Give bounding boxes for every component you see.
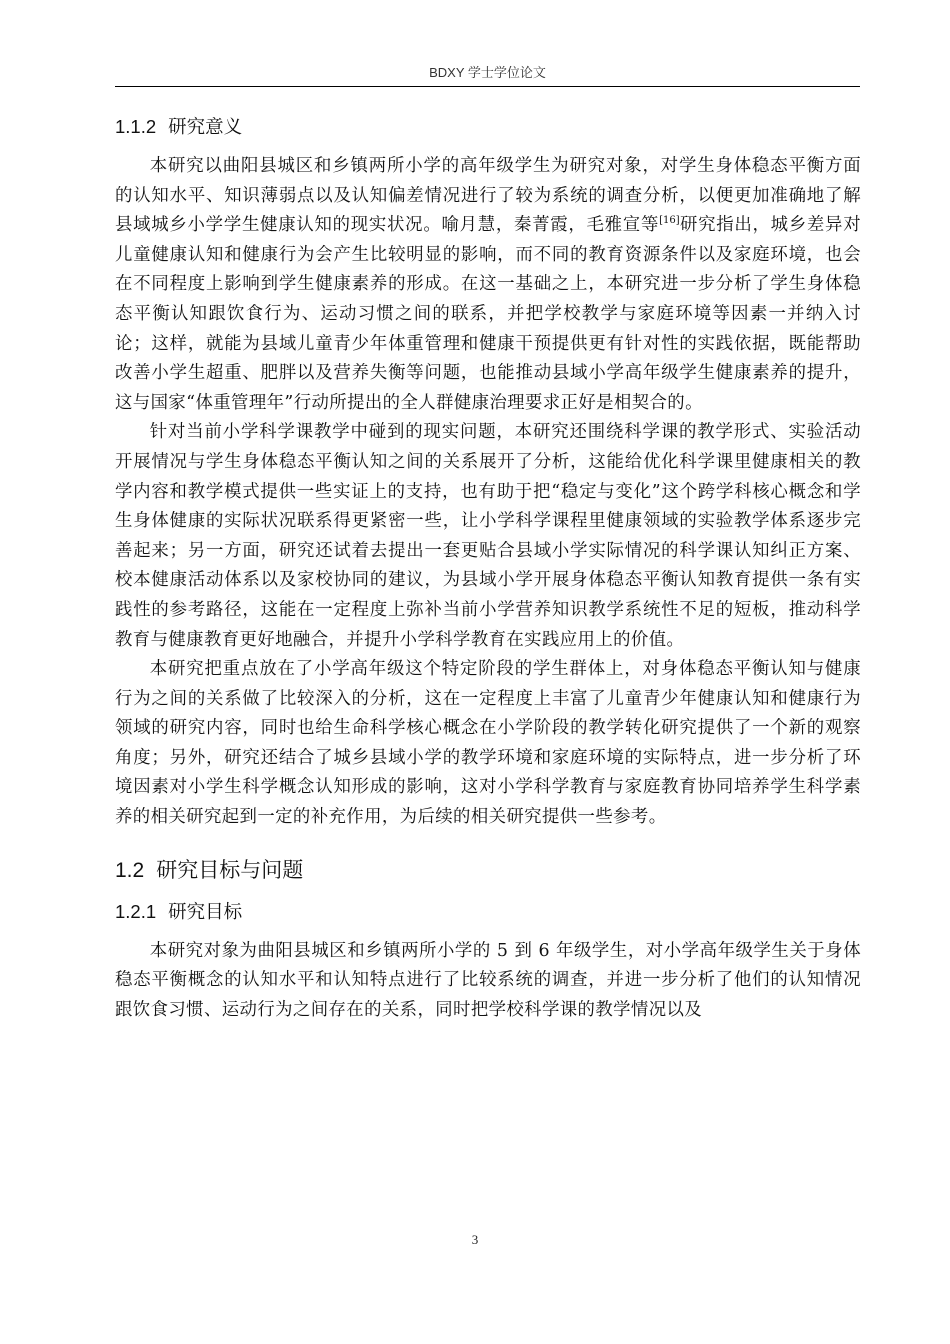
section-number: 1.2.1: [115, 900, 157, 922]
section-number: 1.1.2: [115, 116, 157, 137]
header-title: BDXY 学士学位论文: [429, 65, 546, 80]
section-heading-1-2: [115, 855, 861, 887]
header-rule: [115, 86, 860, 87]
page-header: [115, 62, 860, 81]
page-body: [115, 112, 861, 1025]
section-heading-1-1-2: [115, 112, 861, 142]
section-title: 研究目标: [168, 900, 243, 922]
page-number: 3: [471, 1232, 479, 1247]
section-title: 研究目标与问题: [156, 858, 304, 882]
section-title: 研究意义: [168, 116, 243, 137]
paragraph-significance-3: 本研究把重点放在了小学高年级这个特定阶段的学生群体上，对身体稳态平衡认知与健康行为之间的关系做了比较深入的分析，这在一定程度上丰富了儿童青少年健康认知和健康行为领域的研究内容，同时也给生命科学核心概念在小学阶段的教学转化研究提供了一个新的观察角度；另外，研究还结合了城乡县域小学的教学环境和家庭环境的实际特点，进一步分析了环境因素对小学生科学概念认知形成的影响，这对小学科学教育与家庭教育协同培养学生科学素养的相关研究起到一定的补充作用，为后续的相关研究提供一些参考。: [115, 659, 861, 828]
paragraph-significance-2: 针对当前小学科学课教学中碰到的现实问题，本研究还围绕科学课的教学形式、实验活动开展情况与学生身体稳态平衡认知之间的关系展开了分析，这能给优化科学课里健康相关的教学内容和教学模式提供一些实证上的支持，也有助于把“稳定与变化”这个跨学科核心概念和学生身体健康的实际状况联系得更紧密一些，让小学科学课程里健康领域的实验教学体系逐步完善起来；另一方面，研究还试着去提出一套更贴合县域小学实际情况的科学课认知纠正方案、校本健康活动体系以及家校协同的建议，为县域小学开展身体稳态平衡认知教育提供一条有实践性的参考路径，这能在一定程度上弥补当前小学营养知识教学系统性不足的短板，推动科学教育与健康教育更好地融合，并提升小学科学教育在实践应用上的价值。: [115, 422, 861, 650]
paragraph-significance-1: [115, 152, 861, 418]
citation-ref: [16]: [659, 215, 680, 227]
paragraph-objectives-1: 本研究对象为曲阳县城区和乡镇两所小学的 5 到 6 年级学生，对小学高年级学生关于身体稳态平衡概念的认知水平和认知特点进行了比较系统的调查，并进一步分析了他们的认知情况跟饮食习惯、运动行为之间存在的关系，同时把学校科学课的教学情况以及: [115, 940, 861, 1020]
section-number: 1.2: [115, 858, 145, 882]
paragraph-text: 研究指出，城乡差异对儿童健康认知和健康行为会产生比较明显的影响，而不同的教育资源条件以及家庭环境，也会在不同程度上影响到学生健康素养的形成。在这一基础之上，本研究进一步分析了学生身体稳态平衡认知跟饮食行为、运动习惯之间的联系，并把学校教学与家庭环境等因素一并纳入讨论；这样，就能为县域儿童青少年体重管理和健康干预提供更有针对性的实践依据，既能帮助改善小学生超重、肥胖以及营养失衡等问题，也能推动县域小学高年级学生健康素养的提升，这与国家“体重管理年”行动所提出的全人群健康治理要求正好是相契合的。: [115, 215, 861, 413]
section-heading-1-2-1: [115, 897, 861, 927]
paragraph-text: 本研究以曲阳县城区和乡镇两所小学的高年级学生为研究对象，对学生身体稳态平衡方面的认知水平、知识薄弱点以及认知偏差情况进行了较为系统的调查分析，以便更加准确地了解县域城乡小学学生健康认知的现实状况。喻月慧，秦菁霞，毛雅宣等: [115, 156, 861, 236]
